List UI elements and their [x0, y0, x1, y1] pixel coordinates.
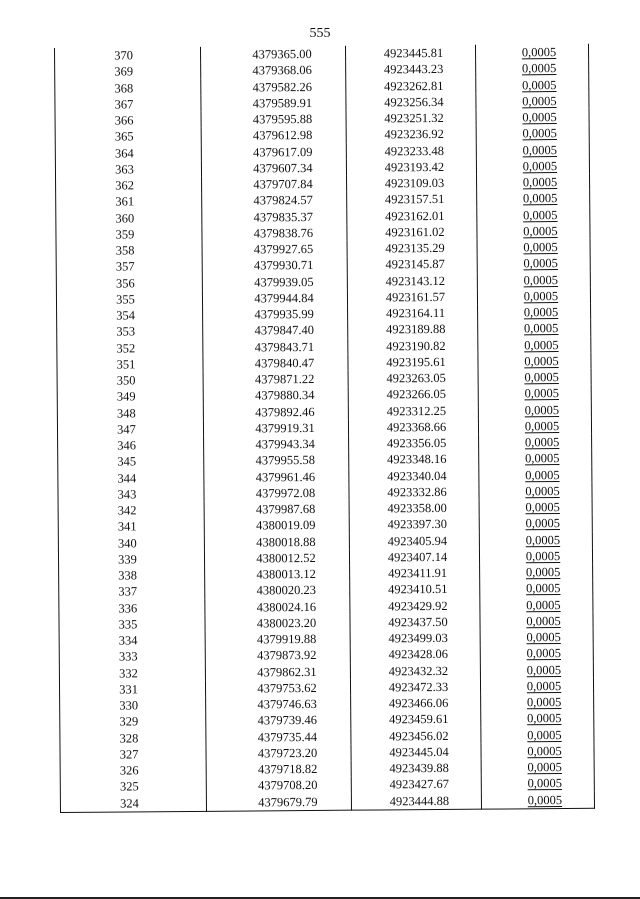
y-coordinate-cell: 4923143.12 — [347, 272, 477, 289]
y-coordinate-cell: 4923157.51 — [347, 191, 477, 208]
point-number-cell: 361 — [56, 193, 202, 210]
point-number-cell: 330 — [60, 697, 206, 714]
y-coordinate-cell: 4923135.29 — [347, 240, 477, 257]
value-cell: 0,0005 — [475, 44, 588, 61]
y-coordinate-cell: 4923410.51 — [350, 581, 480, 598]
y-coordinate-cell: 4923262.81 — [346, 77, 476, 94]
value-cell: 0,0005 — [478, 320, 591, 337]
x-coordinate-cell: 4379723.20 — [206, 744, 351, 761]
value-cell: 0,0005 — [480, 613, 593, 630]
x-coordinate-cell: 4380018.88 — [204, 533, 349, 550]
y-coordinate-cell: 4923443.23 — [346, 61, 476, 78]
y-coordinate-cell: 4923263.05 — [348, 370, 478, 387]
point-number-cell: 343 — [58, 486, 204, 503]
value-cell: 0,0005 — [478, 304, 591, 321]
x-coordinate-cell: 4379607.34 — [201, 159, 346, 176]
value-cell: 0,0005 — [480, 645, 593, 662]
value-cell: 0,0005 — [478, 336, 591, 353]
y-coordinate-cell: 4923162.01 — [347, 207, 477, 224]
value-cell: 0,0005 — [480, 564, 593, 581]
point-number-cell: 325 — [60, 778, 206, 795]
point-number-cell: 349 — [57, 388, 203, 405]
x-coordinate-cell: 4379617.09 — [201, 143, 346, 160]
point-number-cell: 333 — [59, 648, 205, 665]
x-coordinate-cell: 4379840.47 — [203, 354, 348, 371]
y-coordinate-cell: 4923193.42 — [346, 158, 476, 175]
y-coordinate-cell: 4923407.14 — [349, 548, 479, 565]
y-coordinate-cell: 4923437.50 — [350, 613, 480, 630]
y-coordinate-cell: 4923190.82 — [348, 337, 478, 354]
x-coordinate-cell: 4379589.91 — [201, 94, 346, 111]
value-cell: 0,0005 — [477, 239, 590, 256]
y-coordinate-cell: 4923145.87 — [347, 256, 477, 273]
value-cell: 0,0005 — [479, 434, 592, 451]
value-cell: 0,0005 — [481, 791, 594, 809]
x-coordinate-cell: 4379955.58 — [204, 452, 349, 469]
point-number-cell: 328 — [60, 729, 206, 746]
y-coordinate-cell: 4923368.66 — [348, 418, 478, 435]
x-coordinate-cell: 4379838.76 — [202, 224, 347, 241]
point-number-cell: 352 — [57, 339, 203, 356]
y-coordinate-cell: 4923444.88 — [351, 792, 481, 810]
x-coordinate-cell: 4379919.31 — [203, 419, 348, 436]
y-coordinate-cell: 4923432.32 — [350, 662, 480, 679]
point-number-cell: 329 — [60, 713, 206, 730]
value-cell: 0,0005 — [477, 255, 590, 272]
y-coordinate-cell: 4923164.11 — [348, 305, 478, 322]
point-number-cell: 336 — [59, 599, 205, 616]
y-coordinate-cell: 4923466.06 — [351, 695, 481, 712]
point-number-cell: 368 — [55, 79, 201, 96]
value-cell: 0,0005 — [481, 710, 594, 727]
x-coordinate-cell: 4379746.63 — [206, 696, 351, 713]
y-coordinate-cell: 4923411.91 — [350, 565, 480, 582]
table-row — [60, 791, 594, 812]
y-coordinate-cell: 4923439.88 — [351, 760, 481, 777]
point-number-cell: 334 — [59, 632, 205, 649]
point-number-cell: 353 — [57, 323, 203, 340]
y-coordinate-cell: 4923445.04 — [351, 743, 481, 760]
x-coordinate-cell: 4379612.98 — [201, 127, 346, 144]
point-number-cell: 341 — [58, 518, 204, 535]
value-cell: 0,0005 — [480, 580, 593, 597]
value-cell: 0,0005 — [477, 190, 590, 207]
y-coordinate-cell: 4923233.48 — [346, 142, 476, 159]
point-number-cell: 335 — [59, 616, 205, 633]
point-number-cell: 340 — [58, 534, 204, 551]
point-number-cell: 358 — [56, 242, 202, 259]
y-coordinate-cell: 4923459.61 — [351, 711, 481, 728]
x-coordinate-cell: 4379927.65 — [202, 241, 347, 258]
value-cell: 0,0005 — [478, 385, 591, 402]
x-coordinate-cell: 4380024.16 — [205, 598, 350, 615]
point-number-cell: 355 — [56, 291, 202, 308]
point-number-cell: 339 — [58, 551, 204, 568]
y-coordinate-cell: 4923356.05 — [349, 435, 479, 452]
value-cell: 0,0005 — [480, 629, 593, 646]
y-coordinate-cell: 4923348.16 — [349, 451, 479, 468]
value-cell: 0,0005 — [478, 369, 591, 386]
x-coordinate-cell: 4379880.34 — [203, 387, 348, 404]
point-number-cell: 363 — [55, 161, 201, 178]
point-number-cell: 356 — [56, 274, 202, 291]
x-coordinate-cell: 4379943.34 — [204, 436, 349, 453]
point-number-cell: 360 — [56, 209, 202, 226]
value-cell: 0,0005 — [479, 483, 592, 500]
value-cell: 0,0005 — [477, 206, 590, 223]
y-coordinate-cell: 4923429.92 — [350, 597, 480, 614]
value-cell: 0,0005 — [481, 726, 594, 743]
x-coordinate-cell: 4379944.84 — [202, 289, 347, 306]
y-coordinate-cell: 4923195.61 — [348, 353, 478, 370]
value-cell: 0,0005 — [480, 661, 593, 678]
point-number-cell: 359 — [56, 226, 202, 243]
point-number-cell: 346 — [58, 437, 204, 454]
point-number-cell: 338 — [59, 567, 205, 584]
value-cell: 0,0005 — [477, 271, 590, 288]
value-cell: 0,0005 — [476, 93, 589, 110]
x-coordinate-cell: 4379708.20 — [206, 777, 351, 794]
coordinates-table — [54, 44, 595, 813]
value-cell: 0,0005 — [478, 418, 591, 435]
value-cell: 0,0005 — [476, 141, 589, 158]
point-number-cell: 365 — [55, 128, 201, 145]
value-cell: 0,0005 — [478, 401, 591, 418]
value-cell: 0,0005 — [476, 158, 589, 175]
point-number-cell: 366 — [55, 112, 201, 129]
x-coordinate-cell: 4379873.92 — [205, 647, 350, 664]
point-number-cell: 326 — [60, 762, 206, 779]
point-number-cell: 367 — [55, 96, 201, 113]
point-number-cell: 362 — [56, 177, 202, 194]
value-cell: 0,0005 — [481, 775, 594, 792]
y-coordinate-cell: 4923472.33 — [350, 678, 480, 695]
x-coordinate-cell: 4379843.71 — [203, 338, 348, 355]
value-cell: 0,0005 — [476, 109, 589, 126]
y-coordinate-cell: 4923340.04 — [349, 467, 479, 484]
x-coordinate-cell: 4379365.00 — [200, 46, 345, 63]
x-coordinate-cell: 4379753.62 — [205, 679, 350, 696]
x-coordinate-cell: 4380023.20 — [205, 614, 350, 631]
point-number-cell: 324 — [60, 794, 206, 812]
value-cell: 0,0005 — [476, 60, 589, 77]
coordinates-table-container — [54, 44, 594, 813]
x-coordinate-cell: 4379961.46 — [204, 468, 349, 485]
value-cell: 0,0005 — [478, 353, 591, 370]
coordinates-table-body — [54, 44, 594, 812]
y-coordinate-cell: 4923161.02 — [347, 223, 477, 240]
x-coordinate-cell: 4379582.26 — [201, 78, 346, 95]
point-number-cell: 344 — [58, 469, 204, 486]
value-cell: 0,0005 — [477, 223, 590, 240]
x-coordinate-cell: 4379739.46 — [206, 712, 351, 729]
x-coordinate-cell: 4379718.82 — [206, 761, 351, 778]
y-coordinate-cell: 4923109.03 — [347, 175, 477, 192]
point-number-cell: 331 — [59, 681, 205, 698]
point-number-cell: 357 — [56, 258, 202, 275]
x-coordinate-cell: 4379824.57 — [202, 192, 347, 209]
y-coordinate-cell: 4923405.94 — [349, 532, 479, 549]
y-coordinate-cell: 4923251.32 — [346, 110, 476, 127]
y-coordinate-cell: 4923428.06 — [350, 646, 480, 663]
x-coordinate-cell: 4379871.22 — [203, 371, 348, 388]
x-coordinate-cell: 4379987.68 — [204, 501, 349, 518]
point-number-cell: 348 — [57, 404, 203, 421]
x-coordinate-cell: 4379679.79 — [206, 793, 351, 811]
x-coordinate-cell: 4379892.46 — [203, 403, 348, 420]
x-coordinate-cell: 4379862.31 — [205, 663, 350, 680]
value-cell: 0,0005 — [477, 288, 590, 305]
x-coordinate-cell: 4379368.06 — [201, 62, 346, 79]
value-cell: 0,0005 — [479, 515, 592, 532]
point-number-cell: 354 — [57, 307, 203, 324]
y-coordinate-cell: 4923499.03 — [350, 630, 480, 647]
value-cell: 0,0005 — [481, 694, 594, 711]
point-number-cell: 345 — [58, 453, 204, 470]
value-cell: 0,0005 — [476, 76, 589, 93]
x-coordinate-cell: 4379939.05 — [202, 273, 347, 290]
value-cell: 0,0005 — [479, 531, 592, 548]
value-cell: 0,0005 — [481, 743, 594, 760]
y-coordinate-cell: 4923236.92 — [346, 126, 476, 143]
x-coordinate-cell: 4379935.99 — [203, 306, 348, 323]
point-number-cell: 369 — [55, 63, 201, 80]
x-coordinate-cell: 4379847.40 — [203, 322, 348, 339]
y-coordinate-cell: 4923332.86 — [349, 483, 479, 500]
x-coordinate-cell: 4379835.37 — [202, 208, 347, 225]
value-cell: 0,0005 — [480, 678, 593, 695]
y-coordinate-cell: 4923397.30 — [349, 516, 479, 533]
x-coordinate-cell: 4379930.71 — [202, 257, 347, 274]
point-number-cell: 350 — [57, 372, 203, 389]
x-coordinate-cell: 4380012.52 — [204, 549, 349, 566]
value-cell: 0,0005 — [479, 548, 592, 565]
x-coordinate-cell: 4379972.08 — [204, 484, 349, 501]
y-coordinate-cell: 4923189.88 — [348, 321, 478, 338]
x-coordinate-cell: 4380020.23 — [205, 582, 350, 599]
value-cell: 0,0005 — [481, 759, 594, 776]
value-cell: 0,0005 — [479, 499, 592, 516]
page-number: 555 — [309, 26, 331, 41]
x-coordinate-cell: 4380013.12 — [205, 566, 350, 583]
value-cell: 0,0005 — [479, 466, 592, 483]
value-cell: 0,0005 — [479, 450, 592, 467]
value-cell: 0,0005 — [476, 125, 589, 142]
point-number-cell: 337 — [59, 583, 205, 600]
y-coordinate-cell: 4923256.34 — [346, 93, 476, 110]
x-coordinate-cell: 4379595.88 — [201, 111, 346, 128]
x-coordinate-cell: 4380019.09 — [204, 517, 349, 534]
x-coordinate-cell: 4379735.44 — [206, 728, 351, 745]
value-cell: 0,0005 — [477, 174, 590, 191]
point-number-cell: 370 — [54, 47, 200, 64]
y-coordinate-cell: 4923358.00 — [349, 500, 479, 517]
x-coordinate-cell: 4379707.84 — [202, 176, 347, 193]
y-coordinate-cell: 4923445.81 — [345, 45, 475, 62]
y-coordinate-cell: 4923161.57 — [347, 288, 477, 305]
y-coordinate-cell: 4923427.67 — [351, 776, 481, 793]
y-coordinate-cell: 4923266.05 — [348, 386, 478, 403]
y-coordinate-cell: 4923312.25 — [348, 402, 478, 419]
y-coordinate-cell: 4923456.02 — [351, 727, 481, 744]
value-cell: 0,0005 — [480, 596, 593, 613]
point-number-cell: 332 — [59, 664, 205, 681]
point-number-cell: 327 — [60, 746, 206, 763]
point-number-cell: 351 — [57, 356, 203, 373]
x-coordinate-cell: 4379919.88 — [205, 631, 350, 648]
point-number-cell: 342 — [58, 502, 204, 519]
point-number-cell: 347 — [57, 421, 203, 438]
point-number-cell: 364 — [55, 144, 201, 161]
